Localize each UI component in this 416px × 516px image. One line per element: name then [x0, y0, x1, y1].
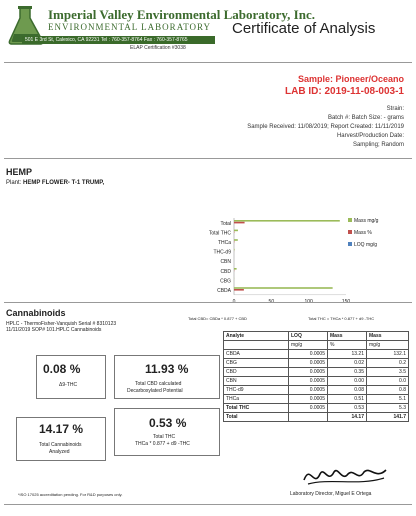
- table-header-row: [224, 332, 409, 341]
- total-cannabinoids-box: [16, 417, 106, 461]
- bar-mass-: [234, 289, 244, 291]
- table-cell: 0.0005: [289, 377, 328, 386]
- legend-swatch: [348, 230, 352, 234]
- table-cell: 141.7: [367, 413, 409, 422]
- lab-subtitle: ENVIRONMENTAL LABORATORY: [48, 22, 212, 32]
- total-thc-box: [114, 408, 220, 456]
- y-tick-label: CBDA: [217, 288, 231, 294]
- table-cell: 132.1: [367, 350, 409, 359]
- total-thc-sublabel: THCa * 0.877 + d9 -THC: [135, 441, 190, 447]
- sampling: Sampling; Random: [352, 142, 404, 148]
- table-header-cell: LOQ: [289, 332, 328, 341]
- y-tick-label: CBG: [220, 278, 231, 285]
- y-tick-label: CBD: [220, 268, 231, 275]
- results-table: [223, 331, 409, 422]
- lab-name: Imperial Valley Environmental Laboratory, Inc.: [48, 7, 315, 22]
- batch: Batch #: Batch Size: - grams: [327, 115, 404, 121]
- sample-name: Sample: Pioneer/Oceano: [297, 74, 404, 84]
- table-cell: 0.08: [328, 386, 367, 395]
- bar-mass-mg-g: [234, 239, 238, 241]
- table-row: [224, 386, 409, 395]
- table-cell: 0.51: [328, 395, 367, 404]
- table-cell: [289, 413, 328, 422]
- table-cell: Total THC: [224, 404, 289, 413]
- total-cbd-box: [114, 355, 220, 399]
- table-cell: 0.02: [328, 359, 367, 368]
- lab-id: LAB ID: 2019-11-08-003-1: [285, 86, 404, 97]
- header-divider: [4, 62, 412, 63]
- bar-mass-mg-g: [234, 230, 238, 232]
- harvest-date: Harvest/Production Date:: [336, 133, 404, 139]
- divider: [4, 302, 412, 303]
- y-tick-label: CBN: [220, 259, 231, 266]
- lab-address: 501 E 3rd St, Calexico, CA 92231 Tel : 760-357-8764 Fax : 760-357-8765: [22, 36, 215, 44]
- table-row: [224, 377, 409, 386]
- instrument: HPLC - ThermoFisher-Vanquish Serial # 8310123: [6, 321, 117, 327]
- footer-divider: [4, 504, 412, 505]
- legend-swatch: [348, 218, 352, 222]
- table-cell: mg/g: [289, 341, 328, 350]
- method-info: [6, 321, 116, 333]
- table-cell: CBN: [224, 377, 289, 386]
- d9thc-value: 0.08 %: [43, 362, 81, 376]
- bar-mass-: [234, 222, 245, 224]
- bar-mass-mg-g: [234, 287, 333, 289]
- table-row: [224, 404, 409, 413]
- plant-line: [6, 180, 104, 186]
- y-tick-label: Total THC: [208, 230, 231, 237]
- table-cell: mg/g: [367, 341, 409, 350]
- plant-value: HEMP FLOWER- T-1 TRUMP,: [23, 180, 105, 186]
- table-cell: 3.5: [367, 368, 409, 377]
- table-cell: 0.0005: [289, 350, 328, 359]
- cannabinoids-heading: Cannabinoids: [6, 308, 66, 318]
- table-row: [224, 350, 409, 359]
- table-cell: 0.00: [328, 377, 367, 386]
- legend-item: [348, 218, 378, 224]
- bar-mass-mg-g: [234, 249, 235, 251]
- signature: [300, 460, 390, 490]
- table-body: [224, 350, 409, 422]
- bar-mass-mg-g: [234, 220, 340, 222]
- lab-director: Laboratory Director, Miguel E Ortega: [290, 491, 372, 497]
- table-cell: 5.1: [367, 395, 409, 404]
- table-cell: 5.3: [367, 404, 409, 413]
- table-cell: [224, 341, 289, 350]
- table-cell: 0.0005: [289, 395, 328, 404]
- table-cell: 0.0: [367, 377, 409, 386]
- hemp-heading: HEMP: [6, 167, 33, 177]
- total-thc-label: Total THC: [153, 434, 176, 440]
- sop: 11/11/2019 SOP# 101.HPLC Cannabinoids: [6, 327, 102, 333]
- table-cell: 14.17: [328, 413, 367, 422]
- cannabinoid-bar-chart: [196, 212, 346, 304]
- sample-block: [285, 74, 404, 97]
- table-cell: 0.0005: [289, 386, 328, 395]
- table-cell: 0.2: [367, 359, 409, 368]
- table-row: [224, 413, 409, 422]
- table-row: [224, 395, 409, 404]
- strain: Strain:: [386, 106, 404, 112]
- table-row: [224, 368, 409, 377]
- table-cell: 0.0005: [289, 368, 328, 377]
- elap-certification: ELAP Certification #3038: [130, 45, 186, 51]
- total-cannabinoids-sublabel: Analyzed: [49, 449, 70, 455]
- d9thc-box: [36, 355, 106, 399]
- table-cell: THCa: [224, 395, 289, 404]
- total-cannabinoids-value: 14.17 %: [39, 422, 84, 436]
- legend-item: [348, 242, 378, 248]
- table-cell: 0.8: [367, 386, 409, 395]
- received: Sample Received: 11/08/2019; Report Created: 11/11/2019: [247, 124, 404, 130]
- d9thc-label: Δ9-THC: [59, 382, 78, 388]
- total-cbd-label: Total CBD calculated: [135, 381, 182, 387]
- total-thc-value: 0.53 %: [149, 416, 187, 430]
- table-cell: CBDA: [224, 350, 289, 359]
- table-cell: THC-d9: [224, 386, 289, 395]
- table-header-cell: Mass: [328, 332, 367, 341]
- plant-label: Plant:: [6, 180, 22, 186]
- total-cbd-sublabel: Decarboxylated Potential: [127, 388, 183, 394]
- legend-label: Mass %: [354, 230, 372, 236]
- table-cell: Total: [224, 413, 289, 422]
- chart-legend: [348, 218, 378, 254]
- legend-item: [348, 230, 378, 236]
- legend-label: Mass mg/g: [354, 218, 379, 224]
- iso-note: *ISO 17025 accreditation pending. For R&D purposes only.: [18, 492, 123, 497]
- table-cell: 0.0005: [289, 359, 328, 368]
- total-cbd-formula: Total CBD= CBDa * 0.877 + CBD: [188, 316, 247, 321]
- y-tick-label: Total: [220, 220, 231, 227]
- table-cell: 0.0005: [289, 404, 328, 413]
- total-cbd-value: 11.93 %: [145, 362, 189, 376]
- table-header-cell: Analyte: [224, 332, 289, 341]
- document-title: Certificate of Analysis: [232, 20, 376, 37]
- total-cannabinoids-label: Total Cannabinoids: [39, 442, 82, 448]
- table-cell: CBG: [224, 359, 289, 368]
- table-cell: %: [328, 341, 367, 350]
- table-cell: 0.35: [328, 368, 367, 377]
- table-units-row: [224, 341, 409, 350]
- legend-label: LOQ mg/g: [354, 242, 378, 248]
- y-tick-label: THCa: [217, 240, 231, 246]
- table-cell: 0.53: [328, 404, 367, 413]
- table-header-cell: Mass: [367, 332, 409, 341]
- table-row: [224, 359, 409, 368]
- total-thc-formula: Total THC = THCa * 0.877 + d9 -THC: [308, 316, 375, 321]
- bar-mass-mg-g: [234, 268, 237, 270]
- table-cell: 13.21: [328, 350, 367, 359]
- divider: [4, 158, 412, 159]
- legend-swatch: [348, 242, 352, 246]
- y-tick-label: THC-d9: [213, 249, 231, 256]
- table-cell: CBD: [224, 368, 289, 377]
